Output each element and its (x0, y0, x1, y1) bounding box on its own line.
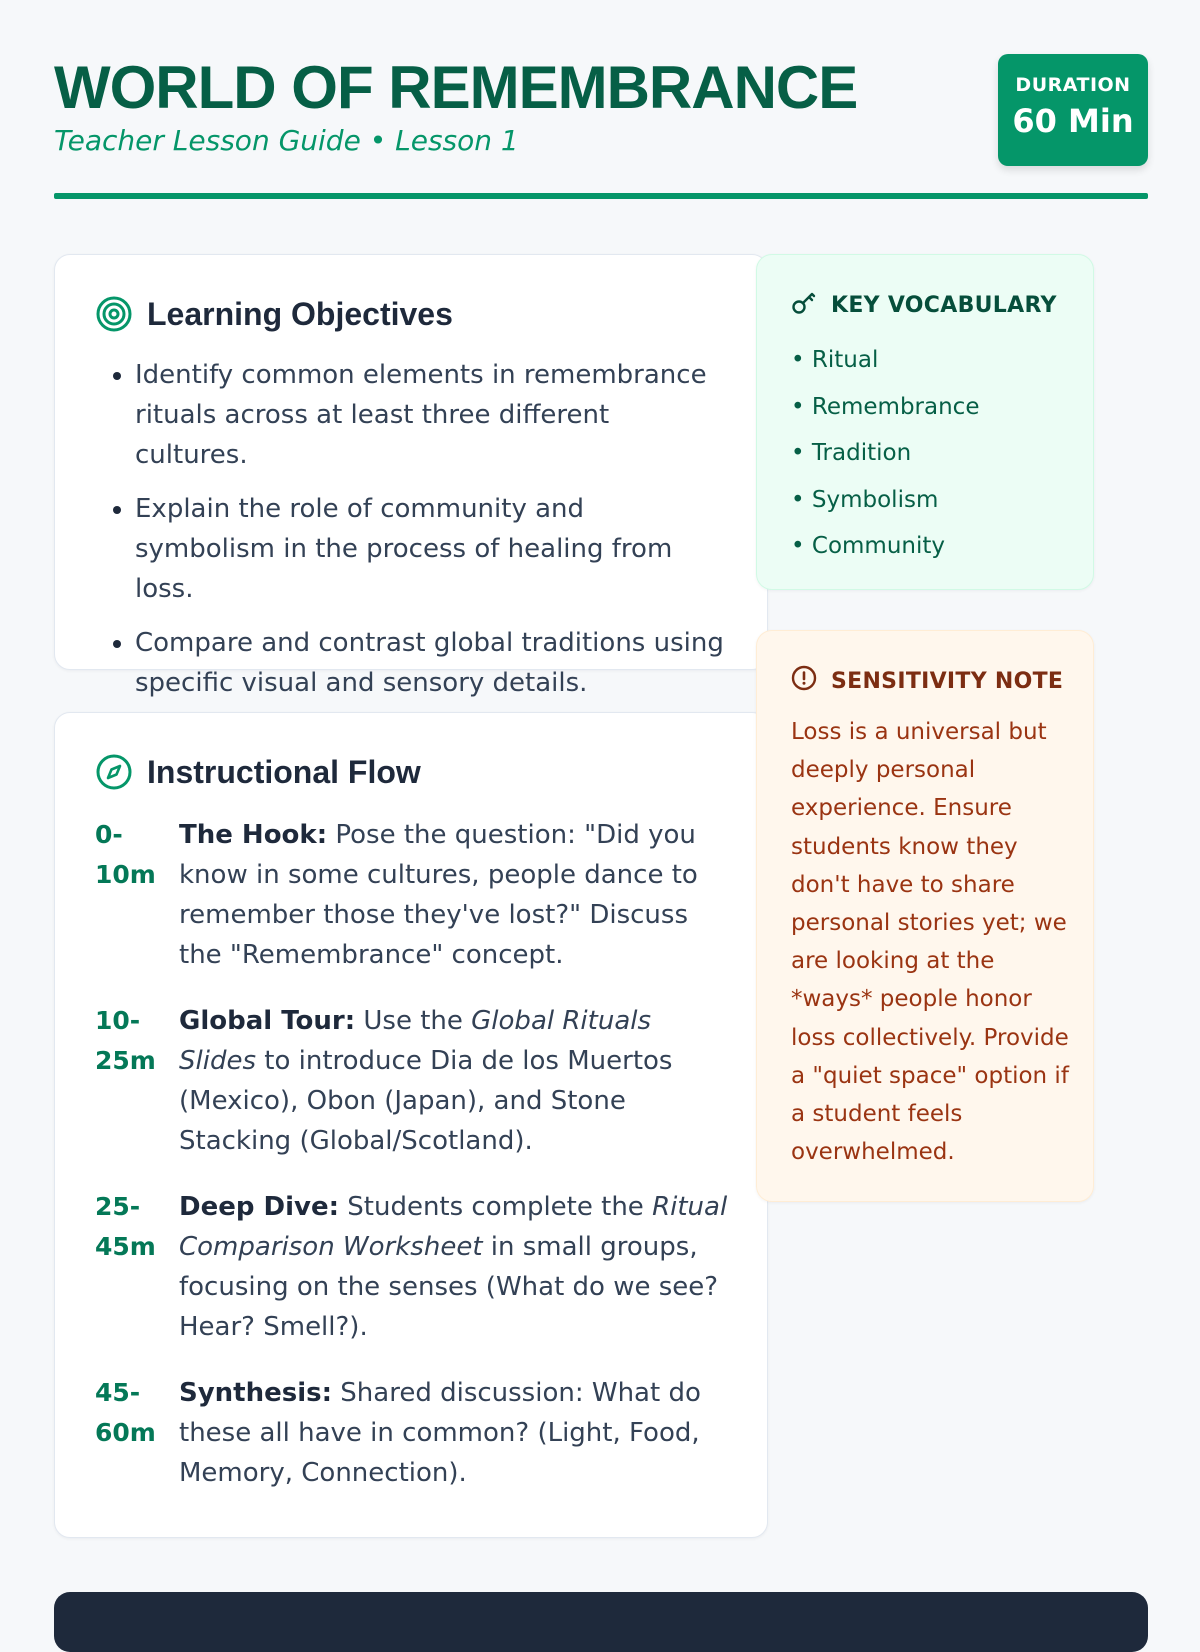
flow-step-time: 45- 60m (95, 1378, 156, 1447)
key-vocabulary-card (756, 254, 1094, 590)
flow-step (95, 1373, 729, 1493)
vocabulary-list (791, 337, 1093, 570)
alert-circle-icon (791, 665, 817, 697)
key-icon (791, 289, 817, 321)
page-title: WORLD OF REMEMBRANCE (54, 54, 858, 121)
flow-step-text (179, 815, 729, 975)
flow-step-description: in small groups, focusing on the senses (What do we see? Hear? Smell?). (179, 1232, 719, 1342)
list-item: • Community (791, 523, 1093, 570)
page-subtitle: Teacher Lesson Guide • Lesson 1 (54, 124, 519, 157)
list-item: • Compare and contrast global traditions using specific visual and sensory details. (135, 623, 729, 703)
flow-step-time: 10- 25m (95, 1006, 156, 1075)
instructional-flow-heading (95, 753, 729, 791)
duration-label: DURATION (1015, 74, 1131, 96)
flow-step (95, 1001, 729, 1161)
flow-step-description: Shared discussion: What do these all have in common? (Light, Food, Memory, Connection). (179, 1378, 701, 1488)
flow-steps-list (95, 815, 729, 1493)
flow-step-time: 25- 45m (95, 1192, 156, 1261)
key-vocabulary-heading (791, 289, 1093, 321)
list-item: • Remembrance (791, 384, 1093, 431)
flow-step (95, 1187, 729, 1347)
sensitivity-note-heading (791, 665, 1071, 697)
list-item: • Tradition (791, 430, 1093, 477)
duration-value: 60 Min (1012, 102, 1134, 140)
flow-step-description: Students complete the (339, 1192, 653, 1222)
flow-step-description: Pose the question: "Did you know in some cultures, people dance to remember those they've lost?" Discuss the "Remembrance" concept. (179, 820, 698, 970)
flow-step-title: Deep Dive: (179, 1192, 339, 1222)
list-item: • Symbolism (791, 477, 1093, 524)
instructional-flow-title: Instructional Flow (147, 753, 421, 790)
duration-badge (998, 54, 1148, 166)
objectives-list (95, 355, 729, 703)
flow-step-text (179, 1001, 729, 1161)
list-item: • Identify common elements in remembrance rituals across at least three different cultures. (135, 355, 729, 475)
flow-step-text (179, 1373, 729, 1493)
flow-step-title: The Hook: (179, 820, 328, 850)
sensitivity-note-card (756, 630, 1094, 1202)
sensitivity-note-title: SENSITIVITY NOTE (831, 668, 1064, 694)
instructional-flow-card (54, 712, 768, 1538)
flow-step-time: 0- 10m (95, 820, 156, 889)
flow-step (95, 815, 729, 975)
flow-step-resource: Ritual Comparison Worksheet (179, 1192, 728, 1262)
flow-step-description: to introduce Dia de los Muertos (Mexico), Obon (Japan), and Stone Stacking (Global/Scotland). (179, 1046, 673, 1156)
list-item: • Ritual (791, 337, 1093, 384)
flow-step-description: Use the (355, 1006, 472, 1036)
sensitivity-note-text: Loss is a universal but deeply personal experience. Ensure students know they don't have to share personal stories yet; we are looking at the *ways* people honor loss collectively. Provide a "quiet space" option if a student feels overwhelmed. (791, 719, 1069, 1166)
flow-step-resource: Global Rituals Slides (179, 1006, 652, 1076)
flow-step-text (179, 1187, 729, 1347)
page-header (54, 0, 1148, 200)
list-item: • Explain the role of community and symbolism in the process of healing from loss. (135, 489, 729, 609)
flow-step-title: Global Tour: (179, 1006, 356, 1036)
target-icon (95, 295, 133, 333)
key-vocabulary-title: KEY VOCABULARY (831, 292, 1057, 318)
learning-objectives-card (54, 254, 768, 698)
learning-objectives-title: Learning Objectives (147, 295, 453, 332)
header-divider (54, 193, 1148, 199)
flow-step-title: Synthesis: (179, 1378, 333, 1408)
footer-bar (54, 1592, 1148, 1652)
learning-objectives-heading (95, 295, 729, 333)
compass-icon (95, 753, 133, 791)
